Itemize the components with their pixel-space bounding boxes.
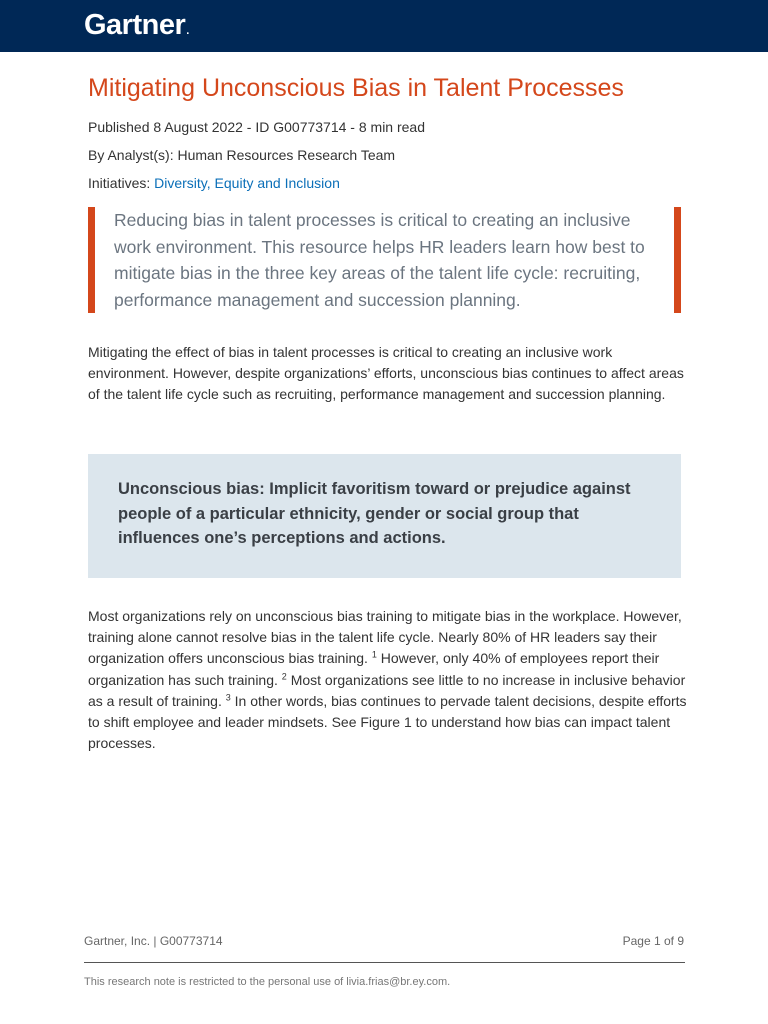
definition-callout (88, 454, 681, 578)
summary-text: Reducing bias in talent processes is critical to creating an inclusive work environment. This resource helps HR leaders learn how best to mitigate bias in the three key areas of the talent life cycle: recruiting, performance management and succession planning. (114, 210, 645, 310)
footer-divider (84, 962, 685, 963)
training-paragraph (88, 606, 688, 754)
logo-text: Gartner (84, 9, 186, 41)
paragraph-text: Most organizations rely on unconscious bias training to mitigate bias in the workplace. However, training alone cannot resolve bias in the talent life cycle. Nearly 80% of HR leaders say their organization offers unconscious bias training. (88, 608, 682, 667)
paragraph-text: Most organizations see little to no increase in inclusive behavior as a result of training. (88, 671, 686, 709)
paragraph-text: In other words, bias continues to pervade talent decisions, despite efforts to shift employee and leader mindsets. See Figure 1 to understand how bias can impact talent processes. (88, 692, 687, 752)
footnote-ref[interactable]: 3 (225, 692, 231, 703)
footnote-ref[interactable]: 1 (371, 649, 377, 660)
gartner-logo[interactable] (84, 9, 189, 42)
footer-doc-id: Gartner, Inc. | G00773714 (84, 934, 223, 948)
summary-block (88, 207, 681, 313)
summary-accent-bar-left (88, 207, 95, 313)
paragraph-text: However, only 40% of employees report their organization has such training. (88, 650, 660, 688)
initiatives-link[interactable]: Diversity, Equity and Inclusion (154, 175, 340, 191)
usage-restriction-notice: This research note is restricted to the personal use of livia.frias@br.ey.com. (84, 976, 451, 988)
footnote-ref[interactable]: 2 (281, 670, 287, 681)
top-banner (0, 0, 768, 52)
published-line: Published 8 August 2022 - ID G00773714 - 8 min read (88, 119, 425, 135)
initiatives-line (88, 174, 708, 192)
logo-dot: . (186, 25, 189, 37)
intro-paragraph: Mitigating the effect of bias in talent processes is critical to creating an inclusive work environment. However, despite organizations’ efforts, unconscious bias continues to affect areas of the talent life cycle such as recruiting, performance management and succession planning. (88, 344, 684, 403)
document-title: Mitigating Unconscious Bias in Talent Processes (88, 74, 624, 102)
footer-page-number: Page 1 of 9 (622, 934, 684, 948)
initiatives-label: Initiatives: (88, 175, 155, 191)
analysts-line: By Analyst(s): Human Resources Research Team (88, 147, 396, 163)
summary-accent-bar-right (674, 207, 681, 313)
callout-text: Unconscious bias: Implicit favoritism toward or prejudice against people of a particular ethnicity, gender or social group that influences one’s perceptions and actions. (118, 480, 631, 547)
